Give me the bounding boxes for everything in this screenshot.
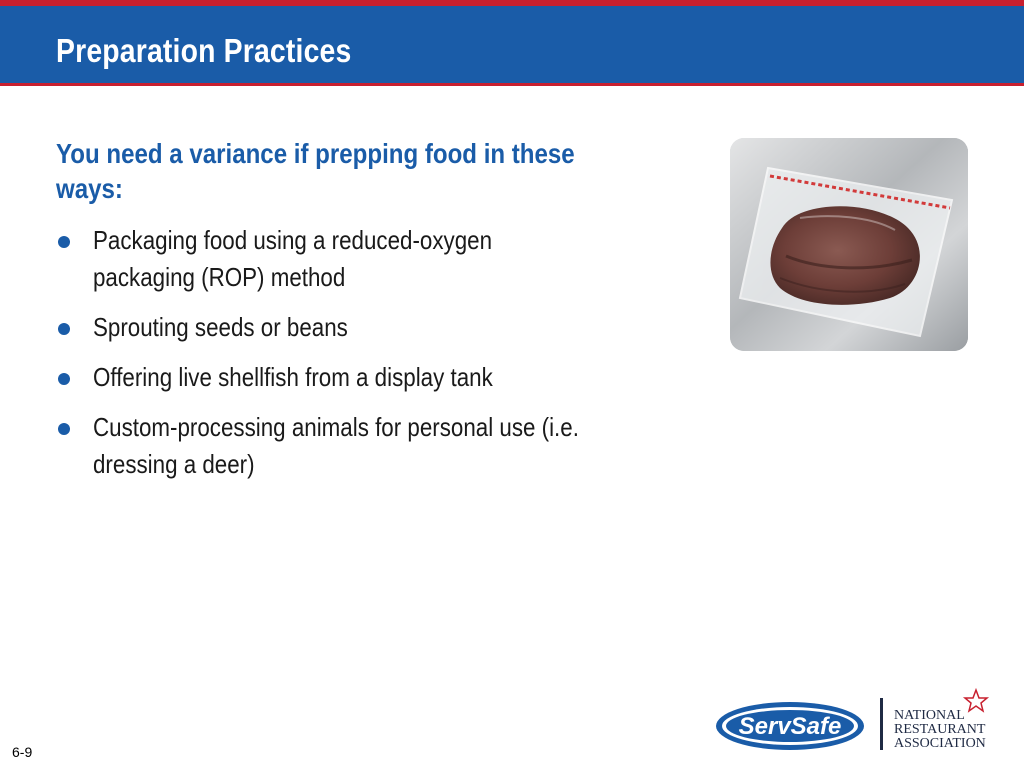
bullet-list	[56, 222, 656, 496]
bullet-text: Custom-processing animals for personal use (i.e. dressing a deer)	[93, 412, 579, 479]
bullet-text: Packaging food using a reduced-oxygen packaging (ROP) method	[93, 225, 493, 292]
nra-logo-line3: ASSOCIATION	[894, 736, 986, 751]
bullet-text: Sprouting seeds or beans	[93, 312, 348, 342]
bullet-dot-icon	[58, 423, 70, 435]
bullet-dot-icon	[58, 323, 70, 335]
bullet-dot-icon	[58, 236, 70, 248]
slide-title: Preparation Practices	[56, 32, 352, 69]
bullet-item	[56, 409, 656, 483]
bullet-text: Offering live shellfish from a display tank	[93, 362, 493, 392]
logo-divider	[880, 698, 883, 750]
page-number: 6-9	[12, 744, 33, 760]
logo-graphics	[714, 688, 1014, 758]
packaged-meat-photo	[730, 138, 968, 351]
servsafe-logo	[716, 702, 864, 750]
bullet-dot-icon	[58, 373, 70, 385]
bullet-item	[56, 222, 656, 296]
bullet-item	[56, 359, 656, 396]
title-bar	[0, 0, 1024, 86]
nra-logo	[894, 690, 987, 751]
nra-logo-line1: NATIONAL	[894, 708, 965, 723]
nra-logo-line2: RESTAURANT	[894, 722, 986, 737]
footer-logos	[714, 688, 1014, 758]
intro-heading: You need a variance if prepping food in these ways:	[56, 138, 575, 204]
bullet-item	[56, 309, 656, 346]
photo-illustration	[730, 138, 968, 351]
servsafe-logo-text: ServSafe	[738, 713, 842, 740]
